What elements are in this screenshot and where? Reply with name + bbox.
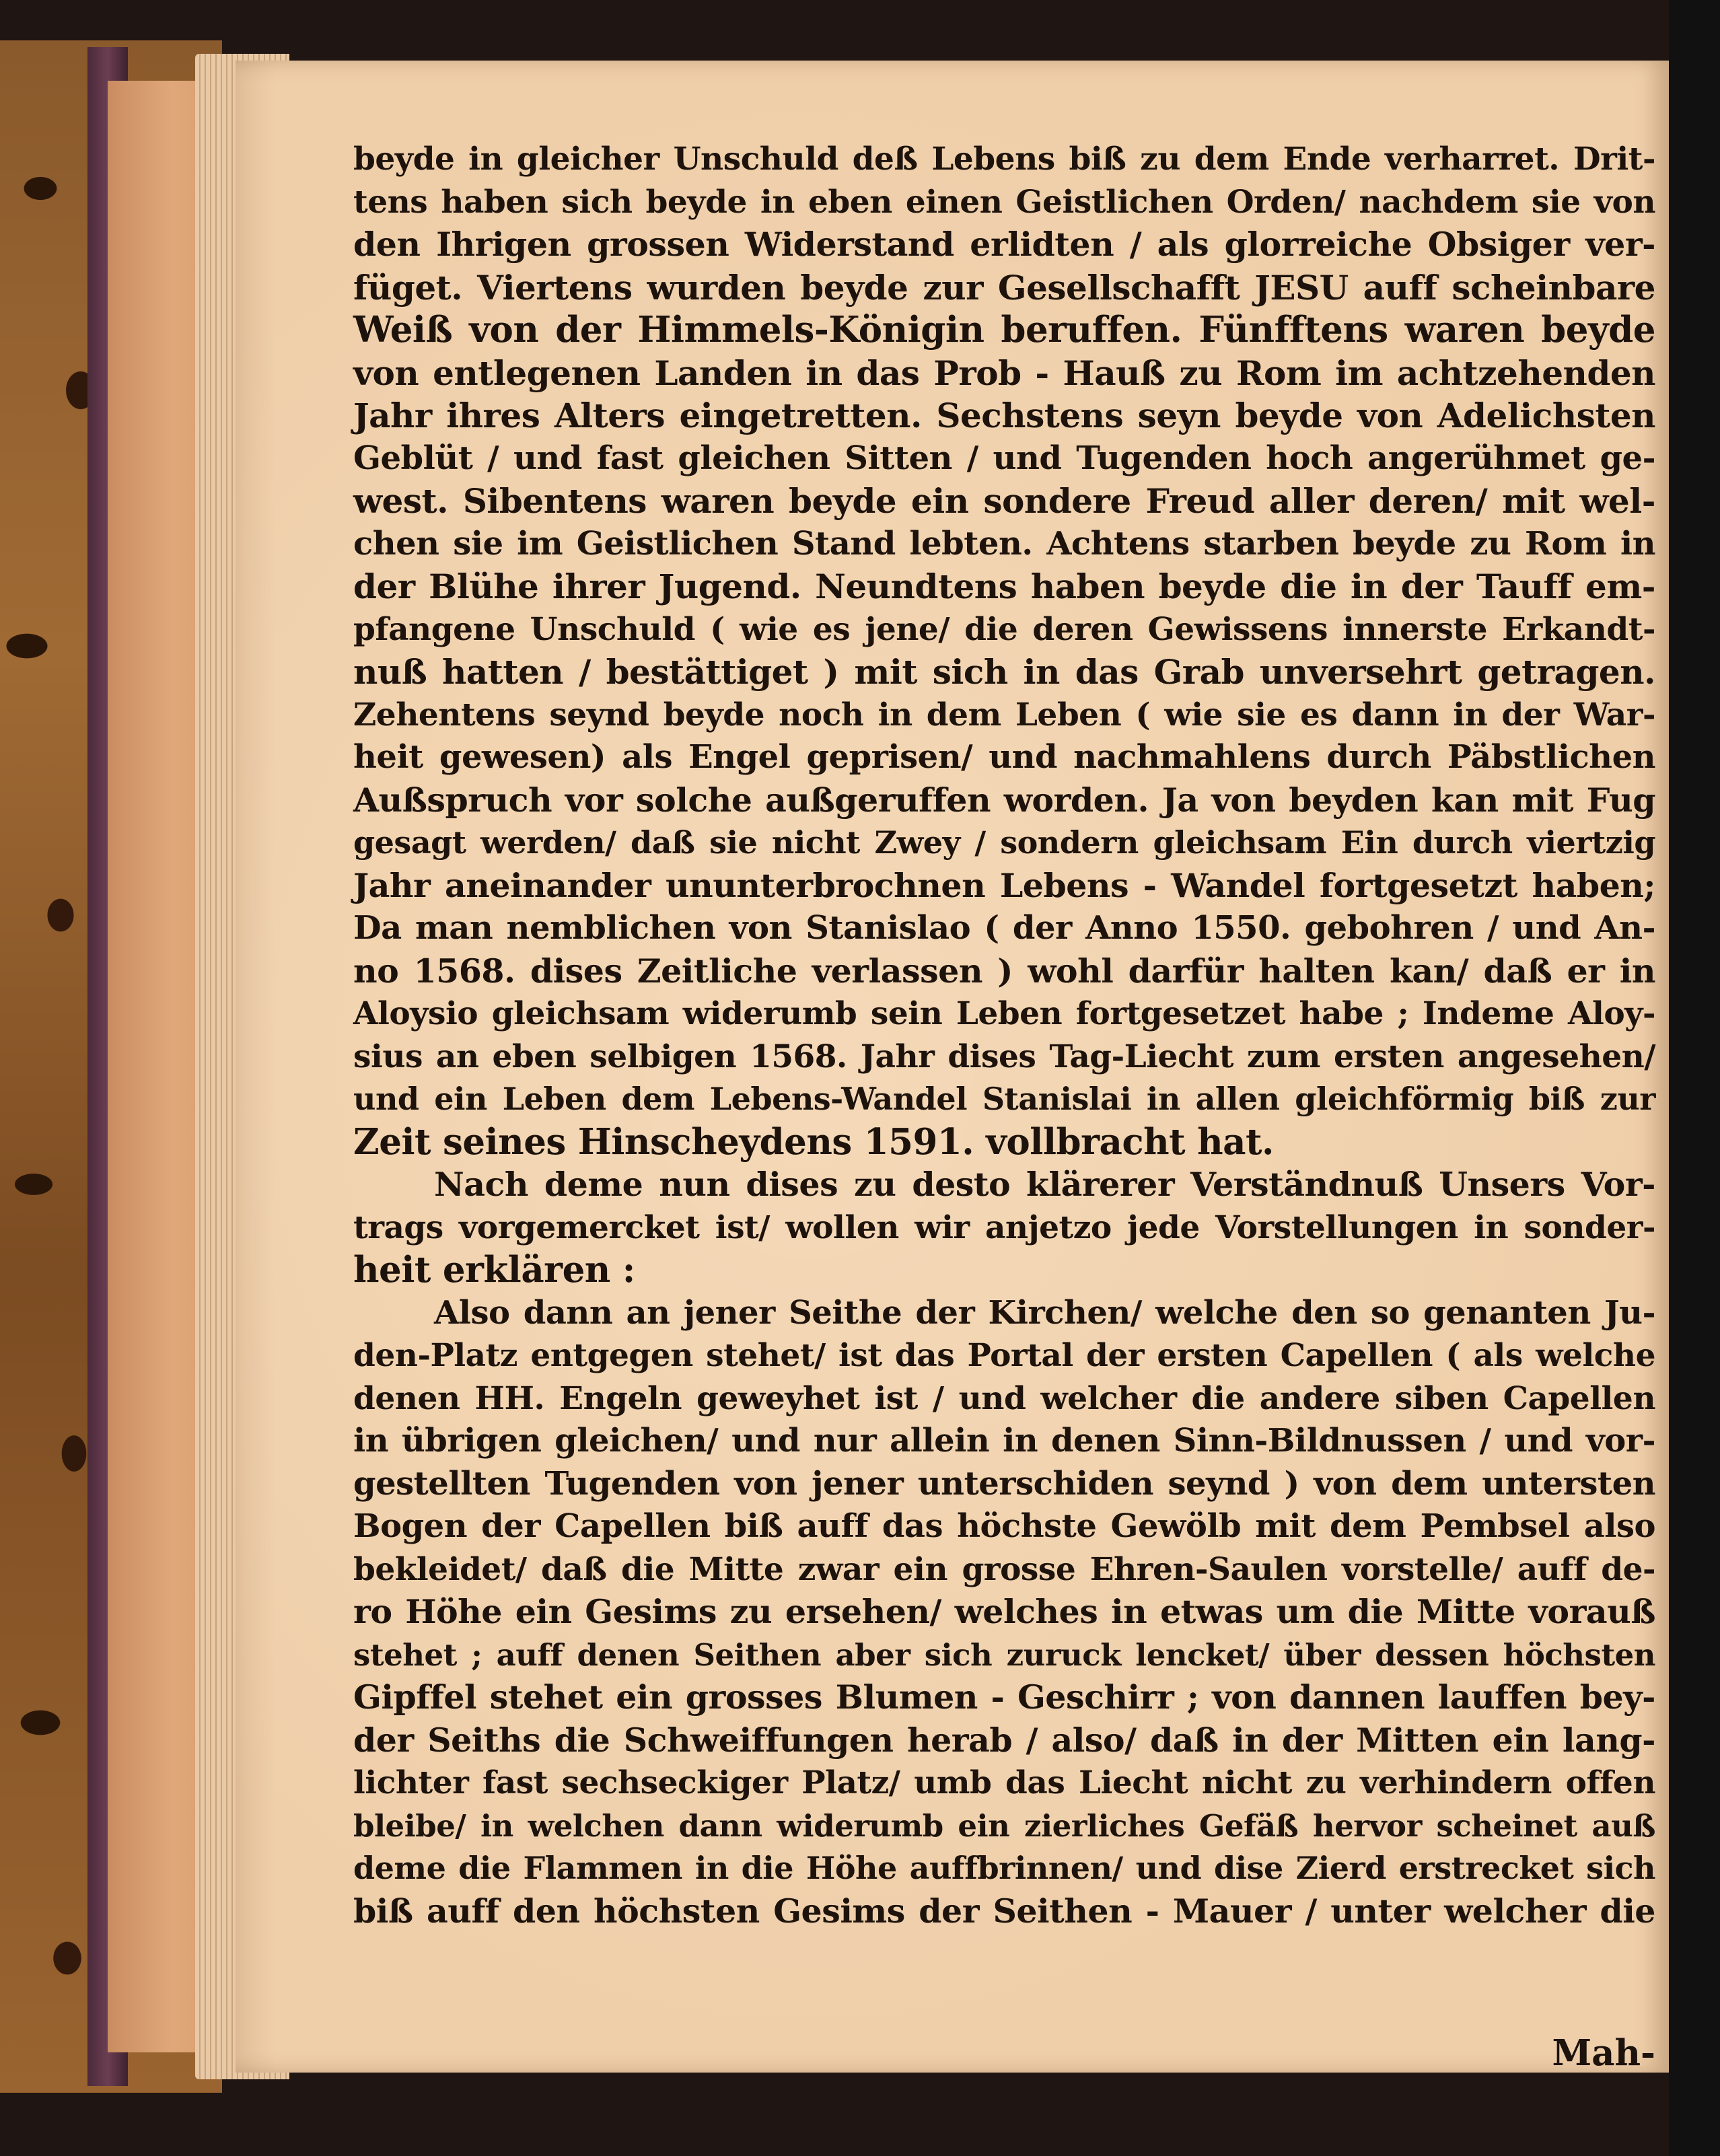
book-page (236, 61, 1669, 2073)
text-line: gestellten Tugenden von jener unterschiden seynd ) von dem untersten (353, 1464, 1655, 1503)
paragraph-start-line: Nach deme nun dises zu desto klärerer Verständnuß Unsers Vor- (434, 1165, 1655, 1204)
text-line: beyde in gleicher Unschuld deß Lebens biß zu dem Ende verharret. Drit- (353, 141, 1655, 178)
text-line: den-Platz entgegen stehet/ ist das Portal der ersten Capellen ( als welche (353, 1337, 1655, 1374)
text-line: pfangene Unschuld ( wie es jene/ die deren Gewissens innerste Erkandt- (353, 610, 1655, 648)
text-line: Außspruch vor solche außgeruffen worden. Ja von beyden kan mit Fug (353, 780, 1655, 820)
text-line: nuß hatten / bestättiget ) mit sich in das Grab unversehrt getragen. (353, 652, 1655, 692)
text-line: stehet ; auff denen Seithen aber sich zuruck lencket/ über dessen höchsten (353, 1637, 1655, 1673)
text-line: Da man nemblichen von Stanislao ( der Anno 1550. gebohren / und An- (353, 909, 1655, 947)
text-line: bekleidet/ daß die Mitte zwar ein grosse Ehren-Saulen vorstelle/ auff de- (353, 1550, 1655, 1588)
text-line: ro Höhe ein Gesims zu ersehen/ welches in etwas um die Mitte vorauß (353, 1592, 1655, 1631)
text-line: Jahr ihres Alters eingetretten. Sechstens seyn beyde von Adelichsten (353, 396, 1655, 435)
text-line: Bogen der Capellen biß auff das höchste Gewölb mit dem Pembsel also (353, 1507, 1655, 1545)
catchword: Mah- (1552, 2032, 1655, 2074)
text-line: gesagt werden/ daß sie nicht Zwey / sondern gleichsam Ein durch viertzig (353, 824, 1655, 861)
text-line: von entlegenen Landen in das Prob - Hauß zu Rom im achtzehenden (353, 353, 1655, 393)
text-line: deme die Flammen in die Höhe auffbrinnen/ und dise Zierd erstrecket sich (353, 1850, 1655, 1886)
text-line: Jahr aneinander ununterbrochnen Lebens - Wandel fortgesetzt haben; (353, 865, 1655, 905)
text-line: heit erklären : (353, 1249, 635, 1291)
text-line: der Blühe ihrer Jugend. Neundtens haben beyde die in der Tauff em- (353, 567, 1655, 606)
text-line: den Ihrigen grossen Widerstand erlidten / als glorreiche Obsiger ver- (353, 225, 1655, 264)
text-line: biß auff den höchsten Gesims der Seithen - Mauer / unter welcher die (353, 1891, 1655, 1931)
text-line: tens haben sich beyde in eben einen Geistlichen Orden/ nachdem sie von (353, 183, 1655, 221)
text-line: füget. Viertens wurden beyde zur Gesellschafft JESU auff scheinbare (353, 267, 1655, 308)
text-line: Zeit seines Hinscheydens 1591. vollbracht hat. (353, 1120, 1274, 1163)
text-line: Aloysio gleichsam widerumb sein Leben fortgesetzet habe ; Indeme Aloy- (353, 995, 1655, 1032)
text-line: der Seiths die Schweiffungen herab / also/ daß in der Mitten ein lang- (353, 1720, 1655, 1760)
scanner-background (1669, 0, 1720, 2156)
text-line: Zehentens seynd beyde noch in dem Leben ( wie sie es dann in der War- (353, 696, 1655, 733)
text-line: denen HH. Engeln geweyhet ist / und welcher die andere siben Capellen (353, 1379, 1655, 1417)
text-line: bleibe/ in welchen dann widerumb ein zierliches Gefäß hervor scheinet auß (353, 1807, 1655, 1844)
text-line: Gipffel stehet ein grosses Blumen - Geschirr ; von dannen lauffen bey- (353, 1678, 1655, 1717)
text-line: Weiß von der Himmels-Königin beruffen. Fünfftens waren beyde (353, 309, 1655, 351)
text-line: heit gewesen) als Engel geprisen/ und nachmahlens durch Päbstlichen (353, 738, 1655, 776)
text-line: no 1568. dises Zeitliche verlassen ) wohl darfür halten kan/ daß er in (353, 951, 1655, 991)
page-text (353, 138, 1655, 1933)
text-line: trags vorgemercket ist/ wollen wir anjetzo jede Vorstellungen in sonder- (353, 1209, 1655, 1246)
paragraph-start-line: Also dann an jener Seithe der Kirchen/ welche den so genanten Ju- (434, 1293, 1655, 1332)
text-line: west. Sibentens waren beyde ein sondere Freud aller deren/ mit wel- (353, 481, 1655, 521)
text-line: Geblüt / und fast gleichen Sitten / und Tugenden hoch angerühmet ge- (353, 439, 1655, 477)
text-line: in übrigen gleichen/ und nur allein in denen Sinn-Bildnussen / und vor- (353, 1422, 1655, 1460)
text-line: sius an eben selbigen 1568. Jahr dises Tag-Liecht zum ersten angesehen/ (353, 1038, 1655, 1075)
text-line: chen sie im Geistlichen Stand lebten. Achtens starben beyde zu Rom in (353, 524, 1655, 563)
text-line: und ein Leben dem Lebens-Wandel Stanislai in allen gleichförmig biß zur (353, 1081, 1655, 1117)
text-line: lichter fast sechseckiger Platz/ umb das Liecht nicht zu verhindern offen (353, 1764, 1655, 1801)
